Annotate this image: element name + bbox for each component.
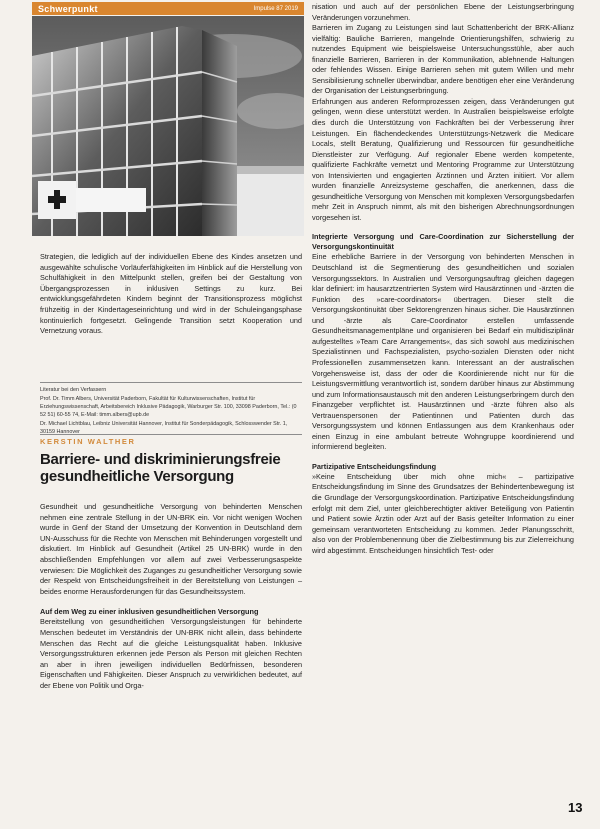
paragraph-reform: Erfahrungen aus anderen Reformprozessen zeigen, dass Veränderungen gut gelingen, wenn diese unterstützt werden. In Australien beispielsweise erfolgte dies durch die Unterstützung von Fachkräften bei der Verbesserung ihrer Leistungen. Ein flächendeckendes Unterstützungs-Netzwerk die Medicare Locals, stellt Beratung, Qualifizierung und Ressourcen für gesundheitliche Dienstleister zur Verfügung. Auf regionaler Ebene werden kompetente, qualifizierte Fachkräfte vernetzt und Mentoring Programme zur Unterstützung von Intensivierten und engagierten Ärztinnen und Ärzten initiiert. Vor allem wurden finanzielle Anreizsysteme geschaffen, die anerkennen, dass die gesundheitliche Versorgung von Menschen mit komplexen Versorgungsbedarfen mehr Zeit in Anspruch nimmt, als mit den bisherigen Abrechnungsordnungen vorgesehen ist. bbox=[312, 96, 574, 222]
subheading-integrated-care: Integrierte Versorgung und Care-Coordination zur Sicherstellung der Versorgungskontinuität bbox=[312, 232, 574, 252]
subheading-inclusive-care: Auf dem Weg zu einer inklusiven gesundheitlichen Versorgung bbox=[40, 607, 259, 617]
building-photo bbox=[32, 16, 304, 236]
section-header-bar bbox=[32, 2, 304, 15]
page-number: 13 bbox=[568, 800, 583, 815]
issue-label: Impulse 87 2019 bbox=[253, 5, 298, 12]
paragraph-continued: nisation und auch auf der persönlichen Ebene der Leistungserbringung Veränderungen vorzunehmen. bbox=[312, 2, 574, 22]
article-body-left bbox=[40, 502, 302, 692]
intro-paragraph: Strategien, die lediglich auf der individuellen Ebene des Kindes ansetzen und ausgewählte schulische Vorläuferfähigkeiten im Hinblick auf die Herstellung von Schulfähigkeit in den Mittelpunkt stellen, greifen bei der Gestaltung von Übergangsprozessen in inklusiven Settings zu kurz. Bei entwicklungsgefährdeten Kindern beginnt der Transitionsprozess möglichst frühzeitig in der Kindertageseinrichtung und wird in der Schuleingangsphase kontinuierlich fortgesetzt. Gelingende Transition setzt Kooperation und Vernetzung voraus. bbox=[40, 252, 302, 336]
article-author-kicker: KERSTIN WALTHER bbox=[40, 437, 136, 446]
author-2: Dr. Michael Lichtblau, Leibniz Universität Hannover, Institut für Sonderpädagogik, Schlosswender Str. 1, 30159 Hannover bbox=[40, 421, 288, 435]
author-info bbox=[40, 386, 302, 437]
building-photo-image bbox=[32, 16, 304, 236]
article-lead: Gesundheit und gesundheitliche Versorgung von behinderten Menschen nehmen eine zentrale Stellung in der UN-BRK ein. Vor nicht wenigen Wochen wurde in Genf der Stand der Umsetzung der Konvention in Deutschland dem UN-Ausschuss für die Rechte von Menschen mit Behinderungen vorgestellt und diskutiert. Im Hinblick auf Gesundheit (Artikel 25 UN-BRK) wurde in den abschließenden Empfehlungen vor allem auf zwei Verbesserungsaspekte verwiesen: Die Möglichkeit des Zuganges zu gesundheitlicher Versorgung sowie der Respekt von Entscheidungsfreiheit in der Bereitstellung von Leistungen – beides enorme Herausforderungen für das Gesundheitssystem. bbox=[40, 502, 302, 596]
paragraph-participative: »Keine Entscheidung über mich ohne mich« – partizipative Entscheidungsfindung im Sinne des Grundsatzes der Behindertenbewegung ist die Grundlage der Versorgungskoordination. Partizipative Entscheidungsfindung erfolgt mit dem Ziel, unter gleichberechtigter aktiver Beteiligung von Patientin und Patient sowie Ärztin oder Arzt auf der Basis geteilter Information zu einer gemeinsam verantworteten Entscheidung zu kommen. Jeder Planungsschritt, also von der Problembenennung über die Zielbestimmung bis zur Zielerreichung wird abgestimmt. Entscheidungen hinsichtlich Test- oder bbox=[312, 471, 574, 555]
article-divider bbox=[40, 434, 302, 435]
author-1: Prof. Dr. Timm Albers, Universität Paderborn, Fakultät für Kulturwissenschaften, Institut für Erziehungswissenschaft, Arbeitsbereich Inklusive Pädagogik, Warburger Str. 100, 33098 Paderborn, Tel.: (0 52 51) 60-55 74, E-Mail: timm.albers@upb.de bbox=[40, 396, 297, 418]
paragraph-barriers: Barrieren im Zugang zu Leistungen sind laut Schattenbericht der BRK-Allianz vielfältig: Bauliche Barrieren, mangelnde Orientierungshilfen, schwierig zu nutzendes Equipment wie beispielsweise Untersuchungsstühle, aber auch finanzielle Barrieren, Barrieren in der Kommunikation, ablehnende Haltungen oder fehlendes Wissen. Einige Barrieren sehen mit gutem Willen und mehr Sensibilisierung schneller überwindbar, andere benötigen eher eine Veränderung der Organisation der Leistungserbringung. bbox=[312, 23, 574, 96]
subheading-participative: Partizipative Entscheidungsfindung bbox=[312, 461, 437, 471]
paragraph-integrated-care: Eine erhebliche Barriere in der Versorgung von behinderten Menschen in Deutschland ist die Segmentierung des gesundheitlichen und sozialen Versorgungssektors. In Australien und Versorgungsauftrag gleichen dagegen klar definiert: im hausarztzentrierten System wird Hausärztinnen und -ärzten die Funktion des »care-coordinators« übertragen. Dieser stellt die Versorgungskontinuität über Sektorengrenzen hinaus sicher. Die Hausärztinnen und -ärzte als Care-Coordinator erstellen umfassende Gesundheitsmanagementpläne und organisieren bei Bedarf ein multidisziplinär aufgestelltes »Team Care Arrangements«, das sich sowohl aus medizinischen Spezialistinnen und Fachspezialisten, psycho-sozialen Diensten oder nicht Professionellen zusammensetzen kann. Interessant an der australischen Vorgehensweise ist, dass der oder die Koordinierende nicht nur für die Leistungsvermittlung verantwortlich ist, sondern darüber hinaus zur Abstimmung und zum Informationsaustausch mit den anderen Leistungserbringern durch den Finanzgeber verpflichtet ist. Hausärztinnen und -ärzte führen also als Vertrauenspersonen der Patientinnen und Patienten durch das Versorgungssystem und können Entlassungen aus dem Krankenhaus oder einen Einzug in eine ambulant betreute Wohngruppe koordinierend und informierend begleiten. bbox=[312, 252, 574, 452]
author-divider bbox=[40, 382, 302, 383]
article-headline: Barriere- und diskriminierungsfreie gesundheitliche Versorgung bbox=[40, 451, 281, 485]
article-body-right bbox=[312, 2, 574, 556]
literature-note: Literatur bei den Verfassern bbox=[40, 387, 107, 393]
section-title: Schwerpunkt bbox=[38, 3, 98, 14]
paragraph-inclusive-care: Bereitstellung von gesundheitlichen Versorgungsleistungen für behinderte Menschen bedeutet im Verständnis der UN-BRK nicht allein, dass behinderte Menschen das Recht auf die gleiche Leistungsqualität haben. Inklusive Versorgungsstrukturen erkennen jede Person als Person mit gleichen Rechten an aber in ihren jeweiligen individuellen Bedürfnissen, besonderen Eigenschaften und Fähigkeiten. Dieser Anspruch zu verwirklichen bedeutet, auf der Ebene von Politik und Orga- bbox=[40, 617, 302, 690]
